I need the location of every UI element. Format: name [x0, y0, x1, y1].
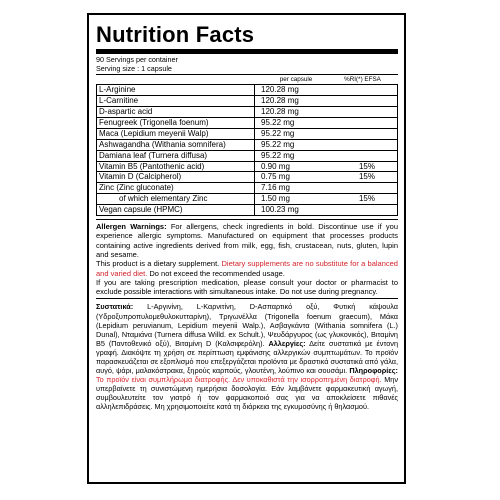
- table-row: [97, 150, 398, 161]
- table-row: [97, 117, 398, 128]
- nutrient-amount: 95.22 mg: [255, 139, 338, 150]
- table-row: [97, 96, 398, 107]
- nutrient-amount: 7.16 mg: [255, 183, 338, 194]
- nutrient-name: Maca (Lepidium meyenii Walp): [97, 128, 255, 139]
- nutrient-name: Ashwagandha (Withania somnifera): [97, 139, 255, 150]
- nutrient-amount: 120.28 mg: [255, 96, 338, 107]
- english-info: [96, 220, 398, 296]
- greek-info: [96, 300, 398, 411]
- nutrient-name: D-aspartic acid: [97, 107, 255, 118]
- allergen-text: For allergens, check ingredients in bold. Discontinue use if you experience allergic symptoms. Manufactured on equipment that processes products containing active ingredients derived from milk, egg, fish, crustacean, nuts, gluten, lupin and sesame.: [96, 222, 398, 259]
- nutrient-name: Fenugreek (Trigonella foenum): [97, 117, 255, 128]
- nutrient-amount: 0.90 mg: [255, 161, 338, 172]
- prescription-paragraph: If you are taking prescription medication, please consult your doctor or pharmacist to exclude possible interactions with simultaneous intake. Do not use during pregnancy.: [96, 277, 398, 297]
- header-per-capsule: per capsule: [279, 76, 313, 84]
- nutrient-ri: [337, 107, 398, 118]
- greek-paragraph: [96, 302, 398, 411]
- section-divider: [96, 298, 398, 299]
- greek-info-text: Μην υπερβαίνετε τη συνιστώμενη ημερήσια δοσολογία. Εάν λαμβάνετε φαρμακευτική αγωγή, συμβουλευτείτε τον γιατρό ή τον φαρμακοποιό σας για να αποκλείσετε πιθανές αλληλεπιδράσεις. Μη χρησιμοποιείτε κατά τη διάρκεια της εγκυμοσύνης ή θηλασμού.: [96, 375, 398, 412]
- nutrient-amount: 120.28 mg: [255, 107, 338, 118]
- nutrient-name: Damiana leaf (Turnera diffusa): [97, 150, 255, 161]
- greek-info-label: Πληροφορίες:: [347, 366, 398, 376]
- table-row: [97, 139, 398, 150]
- dose-text: Do not exceed the recommended usage.: [147, 268, 285, 278]
- servings-per-container: 90 Servings per container: [96, 55, 178, 64]
- nutrient-ri: [337, 139, 398, 150]
- nutrient-amount: 0.75 mg: [255, 172, 338, 183]
- nutrient-ri: [337, 128, 398, 139]
- nutrient-amount: 1.50 mg: [255, 194, 338, 205]
- nutrient-table: [96, 84, 398, 216]
- nutrient-ri: [337, 150, 398, 161]
- header-ri: %RI(*) EFSA: [344, 76, 381, 84]
- greek-allergy-text: Δείτε συστατικά με έντονη γραφή. Διακόψτε τη χρήση σε περίπτωση εμφάνισης αλλεργικών συμπτωμάτων. Το προϊόν παρασκευάζεται σε εξοπλισμό που επεξεργάζεται προϊόντα με δραστικά συστατικά από γάλα, αυγό, ψάρι, μαλακόστρακα, ξηρούς καρπούς, γλουτένη, λούπινο και σουσάμι.: [96, 338, 399, 376]
- table-row: [97, 128, 398, 139]
- column-headers: [96, 75, 398, 84]
- nutrient-ri: 15%: [337, 172, 398, 183]
- nutrient-name: L-Arginine: [97, 85, 255, 96]
- nutrition-facts-label: [87, 13, 406, 484]
- nutrient-amount: 95.22 mg: [255, 150, 338, 161]
- table-row: [97, 183, 398, 194]
- nutrient-ri: 15%: [337, 194, 398, 205]
- nutrient-ri: 15%: [337, 161, 398, 172]
- allergen-label: Allergen Warnings:: [96, 222, 167, 232]
- nutrient-amount: 100.23 mg: [255, 205, 338, 216]
- table-row: [97, 161, 398, 172]
- nutrient-name: Vitamin B5 (Pantothenic acid): [97, 161, 255, 172]
- allergen-paragraph: [96, 222, 398, 259]
- nutrient-name: Vitamin D (Calcipherol): [97, 172, 255, 183]
- greek-ingredients: L-Αργινίνη, L-Καρνιτίνη, D-Ασπαρτικό οξύ, Φυτική κάψουλα (Υδροξυπροπυλομεθυλοκυτταρίνη), Τριγωνέλλα (Trigonella foenum graecum), Μάκα (Lepidium peruvianum, Lepidium meyenii Walp.), Ασβαγκάντα (Withania somnifera (L.) Dunal), Νταμιάνα (Turnera diffusa Willd. ex Schult.), Ψευδάργυρος (ως γλυκονικός), Βιταμίνη Β5 (Παντοθενικό οξύ), Βιταμίνη D (Καλσιφερόλη).: [96, 302, 398, 348]
- nutrient-ri: [337, 85, 398, 96]
- greek-allergy-label: Αλλεργίες:: [264, 338, 306, 348]
- supplement-text: This product is a dietary supplement.: [96, 259, 222, 269]
- serving-info: [96, 54, 398, 74]
- nutrient-ri: [337, 117, 398, 128]
- table-row: [97, 194, 398, 205]
- nutrient-name: of which elementary Zinc: [97, 194, 255, 205]
- nutrient-ri: [337, 205, 398, 216]
- nutrient-ri: [337, 96, 398, 107]
- supplement-paragraph: [96, 259, 398, 278]
- table-row: [97, 85, 398, 96]
- serving-size: Serving size : 1 capsule: [96, 63, 172, 73]
- supplement-warning: Dietary supplements are no substitute for a balanced and varied diet.: [96, 259, 398, 278]
- greek-ingredients-label: Συστατικά:: [96, 302, 134, 312]
- table-row: [97, 205, 398, 216]
- nutrient-ri: [337, 183, 398, 194]
- nutrient-amount: 95.22 mg: [255, 128, 338, 139]
- nutrient-name: L-Carnitine: [97, 96, 255, 107]
- table-row: [97, 172, 398, 183]
- label-title: Nutrition Facts: [96, 22, 255, 47]
- greek-info-warning: Το προϊόν είναι συμπλήρωμα διατροφής. Δεν υποκαθιστά την ισορροπημένη διατροφή.: [96, 375, 382, 385]
- nutrient-name: Vegan capsule (HPMC): [97, 205, 255, 216]
- table-row: [97, 107, 398, 118]
- nutrient-amount: 95.22 mg: [255, 117, 338, 128]
- nutrient-name: Zinc (Zinc gluconate): [97, 183, 255, 194]
- nutrient-amount: 120.28 mg: [255, 85, 338, 96]
